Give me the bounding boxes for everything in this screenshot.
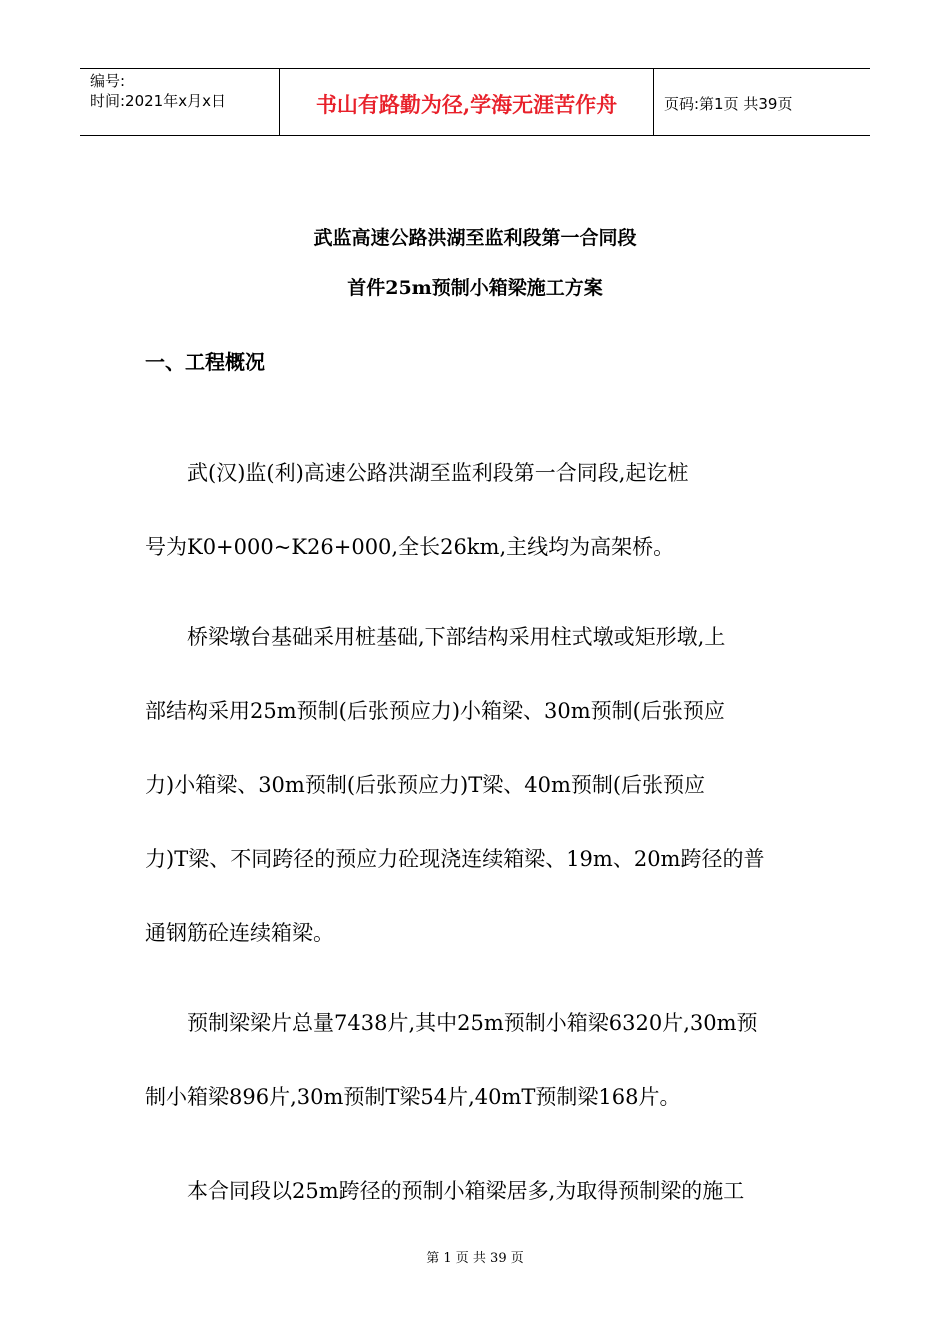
paragraph-line: 桥梁墩台基础采用桩基础,下部结构采用柱式墩或矩形墩,上 xyxy=(145,625,726,649)
document-date-label: 时间:2021年x月x日 xyxy=(90,92,226,110)
page-footer: 第 1 页 共 39 页 xyxy=(426,1251,524,1266)
paragraph-line: 部结构采用25m预制(后张预应力)小箱梁、30m预制(后张预应 xyxy=(145,699,725,723)
header-motto: 书山有路勤为径,学海无涯苦作舟 xyxy=(280,69,654,135)
paragraph-line: 预制梁梁片总量7438片,其中25m预制小箱梁6320片,30m预 xyxy=(145,1011,758,1035)
document-number-label: 编号: xyxy=(90,72,126,90)
header-page-info: 页码:第1页 共39页 xyxy=(664,94,793,113)
document-title-line2: 首件25m预制小箱梁施工方案 xyxy=(347,277,603,299)
header-table xyxy=(80,68,870,136)
paragraph-1 xyxy=(145,436,807,584)
header-meta-cell xyxy=(80,69,280,135)
paragraph-line: 号为K0+000~K26+000,全长26km,主线均为高架桥。 xyxy=(145,535,675,559)
paragraph-3 xyxy=(145,986,807,1134)
paragraph-line: 通钢筋砼连续箱梁。 xyxy=(145,921,334,945)
paragraph-line: 力)小箱梁、30m预制(后张预应力)T梁、40m预制(后张预应 xyxy=(145,773,706,797)
section-heading-overview: 一、工程概况 xyxy=(145,350,265,374)
paragraph-line: 制小箱梁896片,30m预制T梁54片,40mT预制梁168片。 xyxy=(145,1085,681,1109)
paragraph-4 xyxy=(145,1154,807,1228)
paragraph-line: 本合同段以25m跨径的预制小箱梁居多,为取得预制梁的施工 xyxy=(145,1179,745,1203)
paragraph-2 xyxy=(145,600,807,970)
document-title-line1: 武监高速公路洪湖至监利段第一合同段 xyxy=(313,227,637,249)
paragraph-line: 武(汉)监(利)高速公路洪湖至监利段第一合同段,起讫桩 xyxy=(145,461,689,485)
paragraph-line: 力)T梁、不同跨径的预应力砼现浇连续箱梁、19m、20m跨径的普 xyxy=(145,847,765,871)
